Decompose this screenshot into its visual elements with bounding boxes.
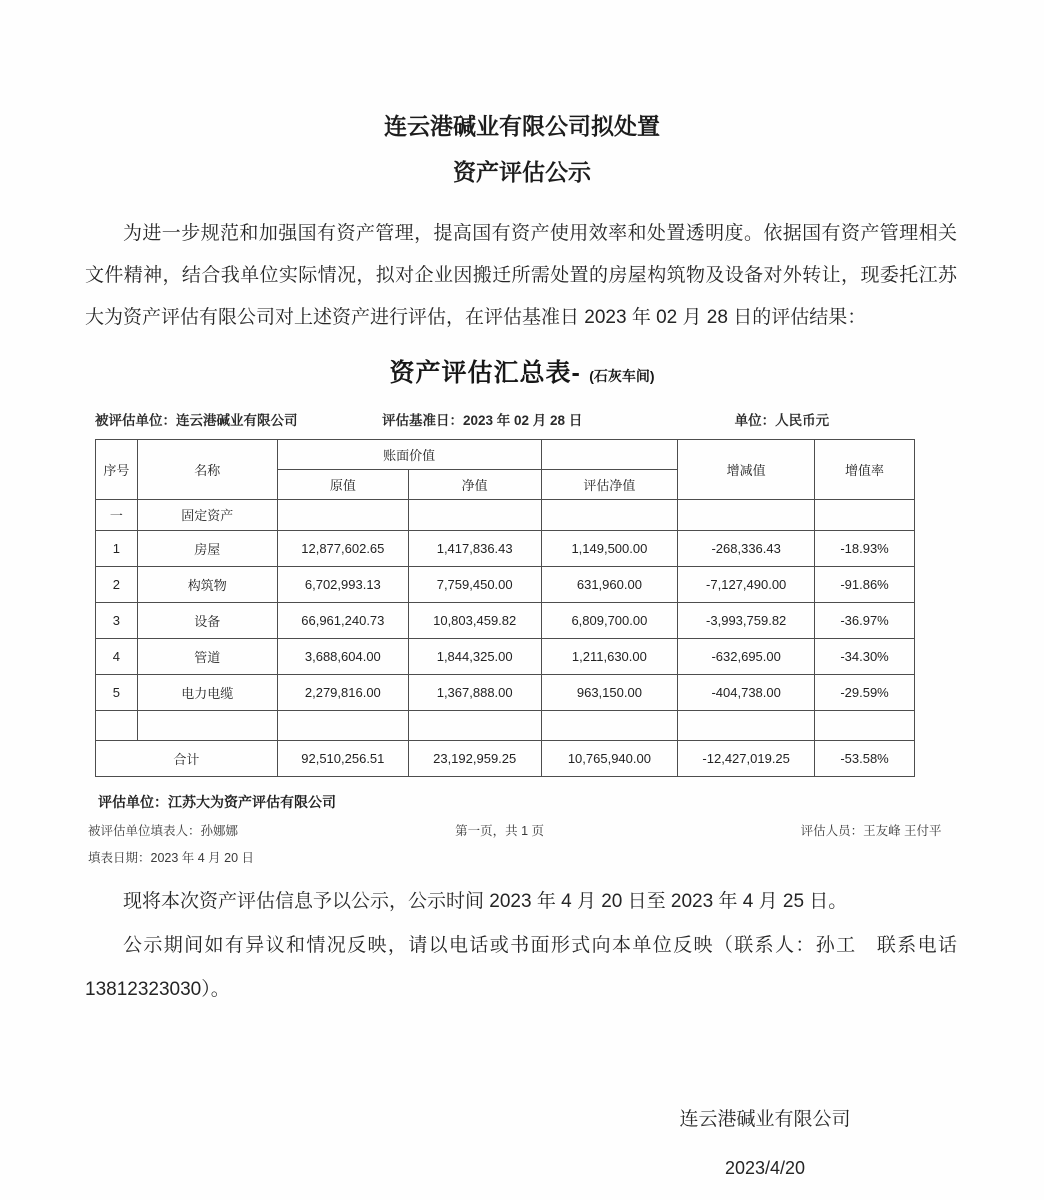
cell-name: 构筑物 bbox=[137, 566, 277, 602]
cell-assessed: 963,150.00 bbox=[541, 674, 678, 710]
appraisers-label: 评估人员：王友峰 王付平 bbox=[800, 823, 942, 838]
cell-seq: 1 bbox=[96, 530, 138, 566]
cell-seq: 5 bbox=[96, 674, 138, 710]
page-info-label: 第一页，共 1 页 bbox=[455, 823, 545, 838]
total-net: 23,192,959.25 bbox=[408, 740, 541, 776]
cell-name: 设备 bbox=[137, 602, 277, 638]
total-change: -12,427,019.25 bbox=[678, 740, 815, 776]
table-cell bbox=[815, 499, 915, 530]
cell-rate: -34.30% bbox=[815, 638, 915, 674]
table-cell bbox=[277, 710, 408, 740]
table-header-row-1 bbox=[96, 439, 915, 469]
cell-net: 1,367,888.00 bbox=[408, 674, 541, 710]
table-title-suffix: (石灰车间) bbox=[589, 367, 655, 384]
cell-rate: -29.59% bbox=[815, 674, 915, 710]
cell-change: -268,336.43 bbox=[678, 530, 815, 566]
table-cell bbox=[277, 499, 408, 530]
sheet-footer-row bbox=[88, 821, 990, 839]
closing-paragraph-1: 现将本次资产评估信息予以公示，公示时间 2023 年 4 月 20 日至 2023 年 4 月 25 日。 bbox=[123, 890, 848, 912]
header-change-rate: 增值率 bbox=[815, 439, 915, 499]
cell-net: 7,759,450.00 bbox=[408, 566, 541, 602]
total-label: 合计 bbox=[96, 740, 278, 776]
cell-seq: 2 bbox=[96, 566, 138, 602]
form-filler-label: 被评估单位填表人：孙娜娜 bbox=[88, 823, 239, 838]
table-cell bbox=[408, 499, 541, 530]
cell-assessed: 6,809,700.00 bbox=[541, 602, 678, 638]
table-row bbox=[96, 530, 915, 566]
base-date-label: 评估基准日：2023 年 02 月 28 日 bbox=[382, 412, 583, 428]
doc-title-line2: 资产评估公示 bbox=[453, 158, 591, 185]
cell-name: 管道 bbox=[137, 638, 277, 674]
header-name: 名称 bbox=[137, 439, 277, 499]
closing-paragraph-2: 公示期间如有异议和情况反映，请以电话或书面形式向本单位反映（联系人：孙工 联系电话 13812323030）。 bbox=[85, 934, 957, 1000]
header-change-value: 增减值 bbox=[678, 439, 815, 499]
table-cell bbox=[678, 710, 815, 740]
cell-original: 2,279,816.00 bbox=[277, 674, 408, 710]
signature-date: 2023/4/20 bbox=[724, 1157, 806, 1178]
table-cell bbox=[678, 499, 815, 530]
category-name: 固定资产 bbox=[137, 499, 277, 530]
signature-company: 连云港碱业有限公司 bbox=[679, 1108, 851, 1130]
cell-assessed: 1,149,500.00 bbox=[541, 530, 678, 566]
cell-change: -3,993,759.82 bbox=[678, 602, 815, 638]
intro-paragraph: 为进一步规范和加强国有资产管理，提高国有资产使用效率和处置透明度。依据国有资产管理相关文件精神，结合我单位实际情况，拟对企业因搬迁所需处置的房屋构筑物及设备对外转让，现委托江苏大为资产评估有限公司对上述资产进行评估，在评估基准日 2023 年 02 月 28 日的评估结果： bbox=[85, 222, 957, 328]
cell-name: 电力电缆 bbox=[137, 674, 277, 710]
table-row bbox=[96, 674, 915, 710]
total-row bbox=[96, 740, 915, 776]
table-cell bbox=[96, 710, 138, 740]
cell-net: 1,417,836.43 bbox=[408, 530, 541, 566]
header-original-value: 原值 bbox=[277, 469, 408, 499]
cell-rate: -91.86% bbox=[815, 566, 915, 602]
cell-original: 66,961,240.73 bbox=[277, 602, 408, 638]
table-cell bbox=[137, 710, 277, 740]
closing-section bbox=[85, 880, 957, 1012]
table-meta-row bbox=[95, 409, 915, 429]
header-net-value: 净值 bbox=[408, 469, 541, 499]
table-cell bbox=[815, 710, 915, 740]
cell-original: 3,688,604.00 bbox=[277, 638, 408, 674]
empty-row bbox=[96, 710, 915, 740]
currency-unit-label: 单位：人民币元 bbox=[734, 412, 830, 428]
fill-date-line: 填表日期：2023 年 4 月 20 日 bbox=[88, 850, 255, 865]
signature-block bbox=[615, 1104, 915, 1179]
cell-net: 1,844,325.00 bbox=[408, 638, 541, 674]
table-title bbox=[0, 353, 1044, 389]
header-book-value: 账面价值 bbox=[277, 439, 541, 469]
cell-assessed: 631,960.00 bbox=[541, 566, 678, 602]
cell-rate: -18.93% bbox=[815, 530, 915, 566]
header-empty-cell bbox=[541, 439, 678, 469]
table-cell bbox=[541, 710, 678, 740]
category-seq: 一 bbox=[96, 499, 138, 530]
cell-rate: -36.97% bbox=[815, 602, 915, 638]
header-seq: 序号 bbox=[96, 439, 138, 499]
table-cell bbox=[541, 499, 678, 530]
table-cell bbox=[408, 710, 541, 740]
asset-valuation-table bbox=[95, 439, 915, 777]
cell-net: 10,803,459.82 bbox=[408, 602, 541, 638]
category-row bbox=[96, 499, 915, 530]
total-rate: -53.58% bbox=[815, 740, 915, 776]
appraisal-unit-line: 评估单位：江苏大为资产评估有限公司 bbox=[98, 793, 336, 810]
cell-assessed: 1,211,630.00 bbox=[541, 638, 678, 674]
cell-original: 6,702,993.13 bbox=[277, 566, 408, 602]
cell-change: -7,127,490.00 bbox=[678, 566, 815, 602]
cell-original: 12,877,602.65 bbox=[277, 530, 408, 566]
table-title-main: 资产评估汇总表- bbox=[389, 358, 581, 387]
cell-seq: 4 bbox=[96, 638, 138, 674]
table-row bbox=[96, 638, 915, 674]
total-original: 92,510,256.51 bbox=[277, 740, 408, 776]
assessed-unit-label: 被评估单位：连云港碱业有限公司 bbox=[95, 412, 298, 428]
cell-change: -632,695.00 bbox=[678, 638, 815, 674]
total-assessed: 10,765,940.00 bbox=[541, 740, 678, 776]
table-row bbox=[96, 566, 915, 602]
table-row bbox=[96, 602, 915, 638]
cell-change: -404,738.00 bbox=[678, 674, 815, 710]
doc-title-line1: 连云港碱业有限公司拟处置 bbox=[384, 113, 660, 139]
header-assessed-net-value: 评估净值 bbox=[541, 469, 678, 499]
cell-name: 房屋 bbox=[137, 530, 277, 566]
cell-seq: 3 bbox=[96, 602, 138, 638]
